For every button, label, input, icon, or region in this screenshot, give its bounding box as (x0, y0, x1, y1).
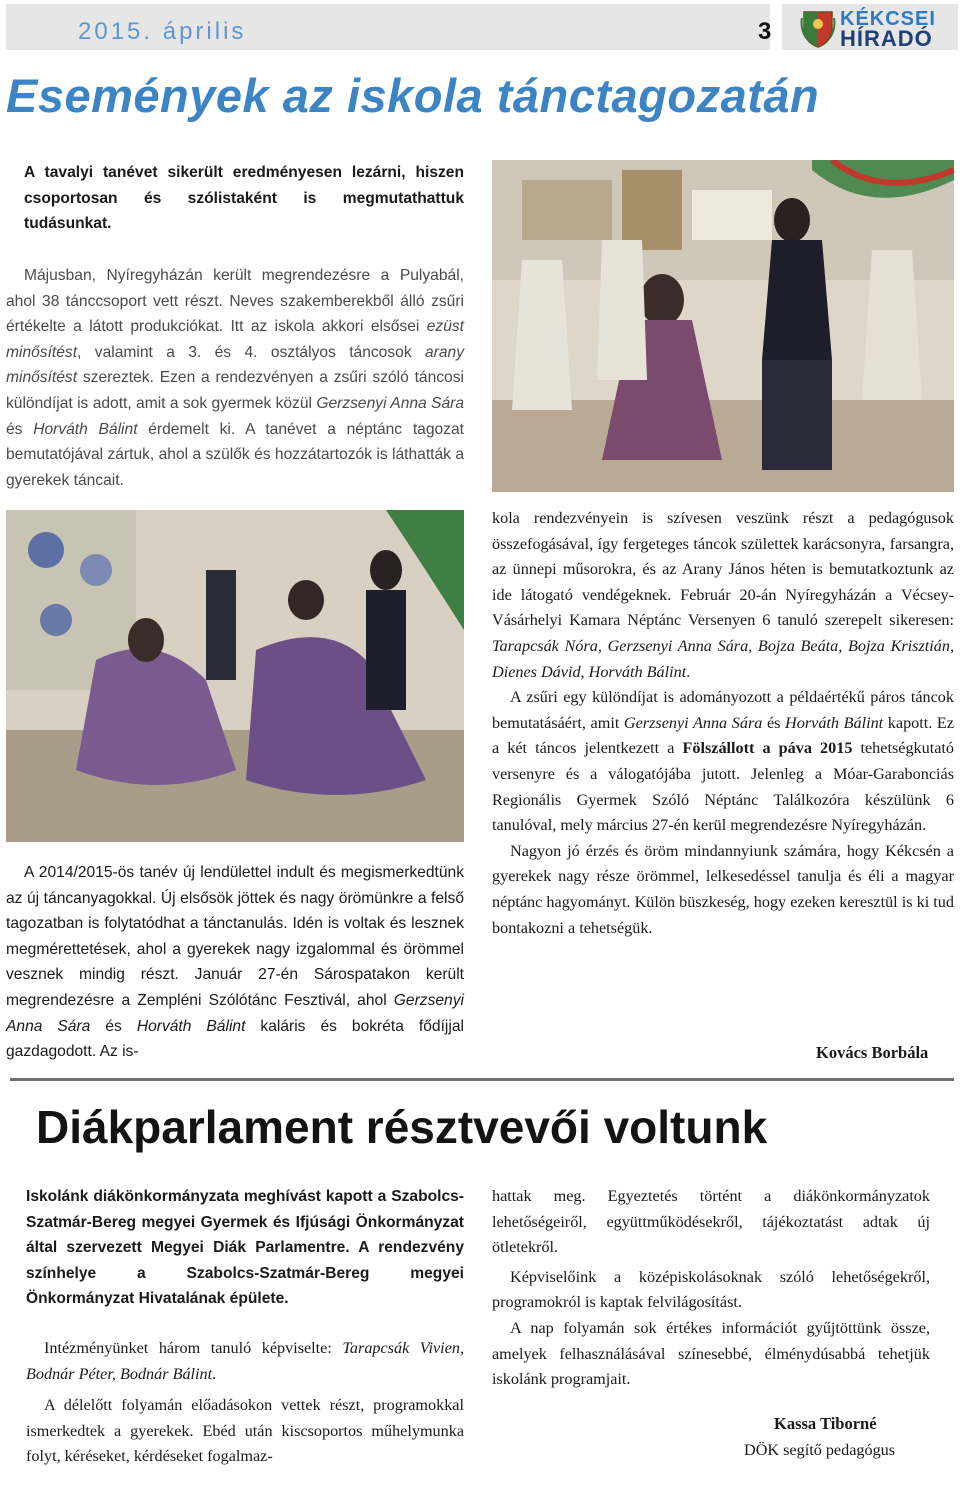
text-run: és (6, 420, 34, 438)
article-lead (24, 160, 464, 237)
dance-photo-1 (492, 160, 954, 492)
text-run: és (762, 713, 786, 732)
article-paragraph-1 (6, 263, 464, 493)
text-run: A 2014/2015-ös tanév új lendülettel indult és megismerkedtünk az új táncanyagokkal. Új elsősök jöttek és nagy örömünkre a felső tagozatban is folytatódhat a tánctanulás. Idén is voltak és lesznek megmérettetések, ahol a gyerekek nagy izgalommal és örömmel vesznek mindig részt. Január 27-én Sárospatakon került megrendezésre a Zempléni Szólótánc Fesztivál, ahol (6, 864, 464, 1009)
header-bar (6, 4, 770, 50)
text-run-italic: Gerzsenyi Anna Sára (623, 713, 763, 732)
text-run: A nap folyamán sok értékes információt gyűjtöttünk össze, amelyek felhasználásával színesebbé, élménydúsabbá tehetjük iskolánk programjait. (492, 1318, 930, 1389)
text-run-italic: Tarapcsák Nóra, Gerzsenyi Anna Sára, Bojza Beáta, Bojza Krisztián, Dienes Dávid, Horváth Bálint (492, 636, 954, 681)
text-run: . (686, 662, 691, 681)
text-run: kapott. Ez a két táncos jelentkezett a (492, 713, 954, 758)
text-run: érdemelt ki. A tanévet a néptánc tagozat bemutatójával zártuk, ahol a szülők és hozzátartozók is láthatták a gyerekek táncait. (6, 420, 464, 489)
text-run-italic: Gerzsenyi Anna Sára (316, 394, 464, 412)
text-run-italic: Horváth Bálint (785, 713, 884, 732)
text-run: és (90, 1017, 137, 1035)
text-run: kaláris és bokréta fődíjjal gazdagodott. Az is- (6, 1017, 464, 1061)
text-run-italic: Horváth Bálint (33, 420, 138, 438)
article-title: Diákparlament résztvevői voltunk (36, 1101, 768, 1153)
article-author: Kovács Borbála (816, 1043, 929, 1062)
coat-of-arms-icon (800, 8, 836, 48)
article-paragraph-2 (6, 860, 464, 1065)
article-lead (26, 1184, 464, 1312)
dance-photo-2 (6, 510, 464, 842)
text-run: Intézményünket három tanuló képviselte: (44, 1339, 343, 1357)
text-run: tehetségkutató versenyre és a válogatójába jutott. Jelenleg a Móar-Garabonciás Regionális Gyermek Szóló Néptánc Találkozóra készülünk 6 tanulóval, mely március 27-én kerül megrendezésre Nyíregyházán. (492, 739, 954, 835)
article-right-column (492, 506, 954, 941)
text-run: , valamint a 3. és 4. osztályos táncosok (77, 343, 425, 361)
article-right-column (492, 1184, 930, 1393)
lead-text: A tavalyi tanévet sikerült eredményesen lezárni, hiszen csoportosan és szólistaként is megmutathattuk tudásunkat. (24, 164, 464, 233)
text-run-bold: Fölszállott a páva 2015 (682, 739, 853, 758)
photo-image (6, 510, 464, 842)
text-run: Májusban, Nyíregyházán került megrendezésre a Pulyabál, ahol 38 tánccsoport vett részt. Neves szakemberekből álló zsűri értékelte a látott produkciókat. Itt az iskola akkori elsősei (6, 267, 464, 336)
text-run: A zsűri egy különdíjat is adományozott a példaértékű páros táncok bemutatásáért, amit (492, 688, 954, 732)
issue-date: 2015. április (78, 18, 247, 45)
text-run-italic: Tarapcsák Vivien, Bodnár Péter, Bodnár Bálint (26, 1339, 464, 1383)
newspaper-logo (796, 6, 956, 50)
logo-text-top: KÉKCSEI (840, 8, 936, 30)
text-run: Képviselőink a középiskolásoknak szóló lehetőségekről, programokról is kaptak felvilágosítást. (492, 1267, 930, 1312)
text-run: szereztek. Ezen a rendezvényen a zsűri szóló táncosi különdíjat is adott, amit a sok gyermek közül (6, 369, 464, 412)
article-author: Kassa Tiborné (774, 1414, 877, 1433)
text-run: kola rendezvényein is szívesen veszünk részt a pedagógusok összefogásával, így fergeteges táncok születtek karácsonyra, farsangra, az ünnepi műsorokra, és az Arany János héten is bemutatkoztunk az ide látogató vendégeknek. Február 20-án Nyíregyházán a Vécsey-Vásárhelyi Kamara Néptánc Versenyen 6 tanuló szerepelt sikeresen: (492, 509, 954, 630)
page-number: 3 (758, 18, 772, 45)
text-run-italic: Horváth Bálint (136, 1017, 246, 1035)
logo-text-bottom: HÍRADÓ (840, 26, 933, 51)
article-left-column (26, 1336, 464, 1470)
article-title: Események az iskola tánctagozatán (6, 69, 820, 122)
photo-image (492, 160, 954, 492)
text-run: . (212, 1364, 217, 1383)
section-divider (10, 1078, 954, 1081)
author-role: DÖK segítő pedagógus (744, 1441, 896, 1459)
text-run-italic: ezüst minősítést (6, 318, 464, 361)
text-run-italic: arany minősítést (6, 343, 464, 387)
text-run-italic: Gerzsenyi Anna Sára (6, 991, 464, 1035)
lead-text: Iskolánk diákönkormányzata meghívást kapott a Szabolcs-Szatmár-Bereg megyei Gyermek és Ifjúsági Önkormányzat által szervezett Megyei Diák Parlamentre. A rendezvény színhelye a Szabolcs-Szatmár-Bereg megyei Önkormányzat Hivatalának épülete. (26, 1188, 464, 1308)
text-run: Nagyon jó érzés és öröm mindannyiunk számára, hogy Kékcsén a gyerekek nagy része örömmel, lelkesedéssel tanulja és éli a magyar néptánc hagyományt. Külön büszkeség, hogy ezeken keresztül is ki tud bontakozni a tehetségük. (492, 841, 954, 937)
text-run: hattak meg. Egyeztetés történt a diákönkormányzatok lehetőségeiről, együttműködésekről, tájékoztatást adtak új ötletekről. (492, 1187, 930, 1257)
text-run: A délelőtt folyamán előadásokon vettek részt, programokkal ismerkedtek a gyerekek. Ebéd után kiscsoportos műhelymunka folyt, kéréseket, kérdéseket fogalmaz- (26, 1396, 464, 1466)
